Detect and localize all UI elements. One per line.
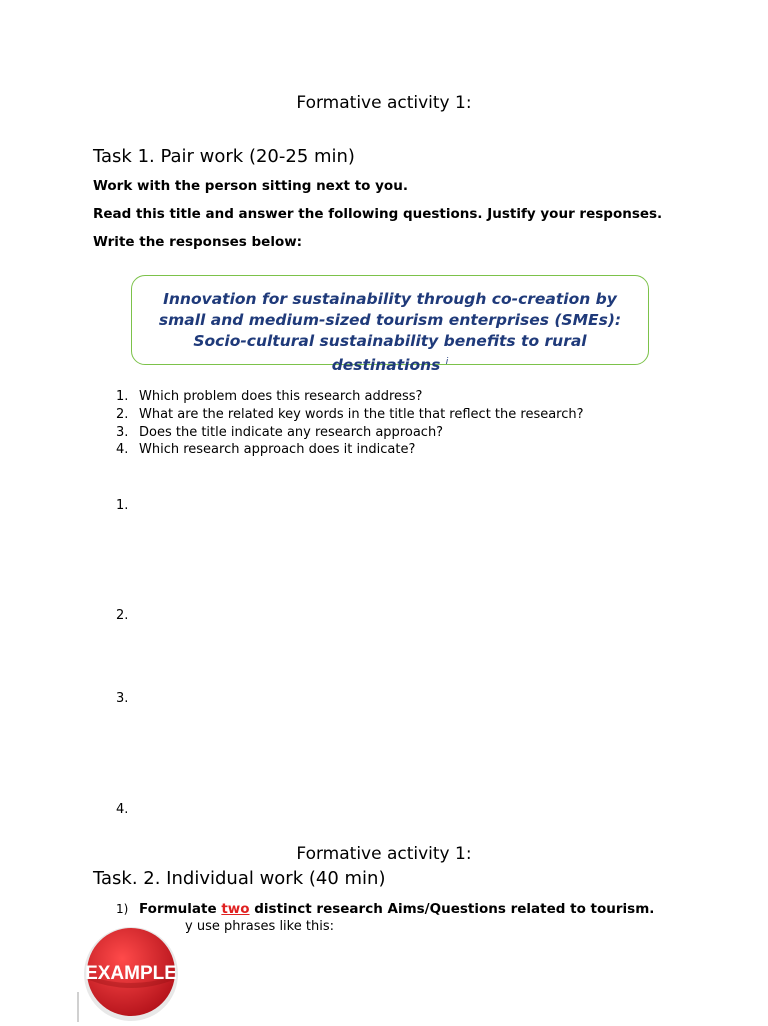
answer-1-number: 1. — [116, 498, 129, 513]
activity-heading-1: Formative activity 1: — [296, 93, 472, 113]
research-title-box — [131, 275, 649, 375]
instruction-3: Write the responses below: — [93, 234, 303, 250]
question-2-text: What are the related key words in the title that reflect the research? — [139, 407, 584, 422]
example-label: EXAMPLE — [85, 963, 177, 984]
instruction-2: Read this title and answer the following questions. Justify your responses. — [93, 206, 663, 222]
instruction-1: Work with the person sitting next to you. — [93, 178, 408, 194]
question-3-number: 3. — [116, 425, 129, 440]
margin-mark — [77, 992, 79, 1022]
question-1-number: 1. — [116, 389, 129, 404]
question-1-text: Which problem does this research address? — [139, 389, 423, 404]
task2-hint: y use phrases like this: — [185, 919, 334, 934]
answer-4-number: 4. — [116, 802, 129, 817]
task2-title: Task. 2. Individual work (40 min) — [93, 868, 386, 889]
question-3-text: Does the title indicate any research approach? — [139, 425, 444, 440]
question-4-text: Which research approach does it indicate? — [139, 442, 416, 457]
question-2-number: 2. — [116, 407, 129, 422]
task1-title: Task 1. Pair work (20-25 min) — [93, 146, 355, 167]
research-title: Innovation for sustainability through co-creation by small and medium-sized tourism enterprises (SMEs): Socio-cultural sustainability benefits to rural destinations $^i$ — [158, 290, 622, 375]
question-4-number: 4. — [116, 442, 129, 457]
emphasis-two: two — [221, 901, 250, 917]
example-sticker — [81, 926, 181, 1022]
task2-item-text: Formulate two distinct research Aims/Questions related to tourism. — [139, 901, 655, 917]
activity-heading-2: Formative activity 1: — [296, 844, 472, 864]
answer-3-number: 3. — [116, 691, 129, 706]
task2-item-number: 1) — [116, 902, 129, 916]
answer-2-number: 2. — [116, 608, 129, 623]
footnote-marker: i — [445, 357, 449, 367]
example-badge-icon — [81, 926, 181, 1022]
